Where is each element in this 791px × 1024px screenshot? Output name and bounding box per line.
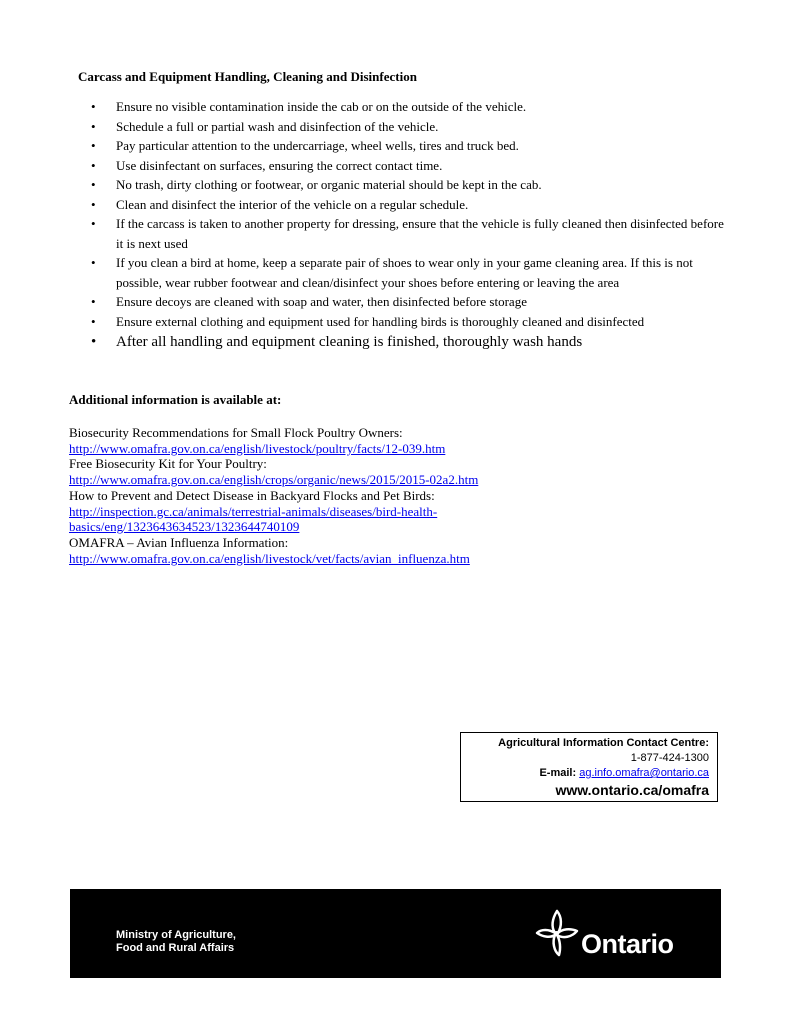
resource-link[interactable]: basics/eng/1323643634523/1323644740109 [69,519,300,535]
list-item-text: Ensure decoys are cleaned with soap and water, then disinfected before storage [116,294,527,309]
list-item-text: If you clean a bird at home, keep a separate pair of shoes to wear only in your game cleaning area. If this is not possible, wear rubber footwear and clean/disinfect your shoes before entering or leaving the area [116,255,693,290]
trillium-icon [535,907,579,959]
resource-title: OMAFRA – Avian Influenza Information: [69,534,289,550]
website-link[interactable]: www.ontario.ca/omafra [555,782,709,798]
section-heading: Carcass and Equipment Handling, Cleaning and Disinfection [78,69,417,84]
bullet-icon: • [91,138,96,153]
ministry-line: Ministry of Agriculture, [116,929,236,941]
list-item-text: After all handling and equipment cleaning is finished, thoroughly wash hands [116,334,583,350]
ontario-logo [535,907,685,962]
bullet-icon: • [91,216,96,231]
list-item [70,312,730,332]
resource-link[interactable]: http://inspection.gc.ca/animals/terrestrial-animals/diseases/bird-health- [69,503,438,519]
list-item [70,331,730,353]
list-item [70,97,730,117]
list-item-text: Clean and disinfect the interior of the vehicle on a regular schedule. [116,196,469,212]
contact-title: Agricultural Information Contact Centre: [498,737,709,749]
list-item [70,136,730,156]
resource-title: How to Prevent and Detect Disease in Backyard Flocks and Pet Birds: [69,487,435,503]
resource-title: Free Biosecurity Kit for Your Poultry: [69,456,267,472]
list-item [70,175,730,195]
list-item [70,156,730,176]
email-label: E-mail: [539,767,577,779]
list-item-text: Use disinfectant on surfaces, ensuring the correct contact time. [116,157,443,173]
list-item [70,117,730,137]
list-item-text: If the carcass is taken to another property for dressing, ensure that the vehicle is fully cleaned then disinfected before it is next used [116,216,724,251]
resource-title: Biosecurity Recommendations for Small Flock Poultry Owners: [69,425,403,440]
list-item-text: No trash, dirty clothing or footwear, or organic material should be kept in the cab. [116,177,542,192]
bullet-icon: • [91,157,96,173]
bullet-icon: • [91,177,96,192]
bullet-icon: • [91,118,96,134]
bullet-icon: • [91,313,96,329]
email-link[interactable]: ag.info.omafra@ontario.ca [579,767,709,779]
list-item [70,214,730,253]
resource-links [69,425,729,566]
ministry-name [116,929,236,955]
resource-link[interactable]: http://www.omafra.gov.on.ca/english/livestock/vet/facts/avian_influenza.htm [69,550,470,566]
bullet-icon: • [91,334,97,350]
list-item [70,195,730,215]
resource-link[interactable]: http://www.omafra.gov.on.ca/english/livestock/poultry/facts/12-039.htm [69,440,446,456]
bullet-list [70,97,730,353]
list-item-text: Pay particular attention to the undercarriage, wheel wells, tires and truck bed. [116,138,519,153]
bullet-icon: • [91,294,96,309]
list-item-text: Schedule a full or partial wash and disinfection of the vehicle. [116,118,439,134]
footer-band [70,889,721,978]
list-item [70,292,730,312]
list-item [70,253,730,292]
bullet-icon: • [91,196,96,212]
list-item-text: Ensure no visible contamination inside the cab or on the outside of the vehicle. [116,99,527,114]
resource-link[interactable]: http://www.omafra.gov.on.ca/english/crops/organic/news/2015/2015-02a2.htm [69,472,479,488]
list-item-text: Ensure external clothing and equipment used for handling birds is thoroughly cleaned and disinfected [116,313,645,329]
ontario-wordmark: Ontario [581,929,674,959]
contact-phone: 1-877-424-1300 [630,752,709,764]
ministry-line: Food and Rural Affairs [116,942,235,954]
contact-box [460,732,718,802]
bullet-icon: • [91,255,96,270]
info-heading: Additional information is available at: [69,392,282,407]
bullet-icon: • [91,99,96,114]
